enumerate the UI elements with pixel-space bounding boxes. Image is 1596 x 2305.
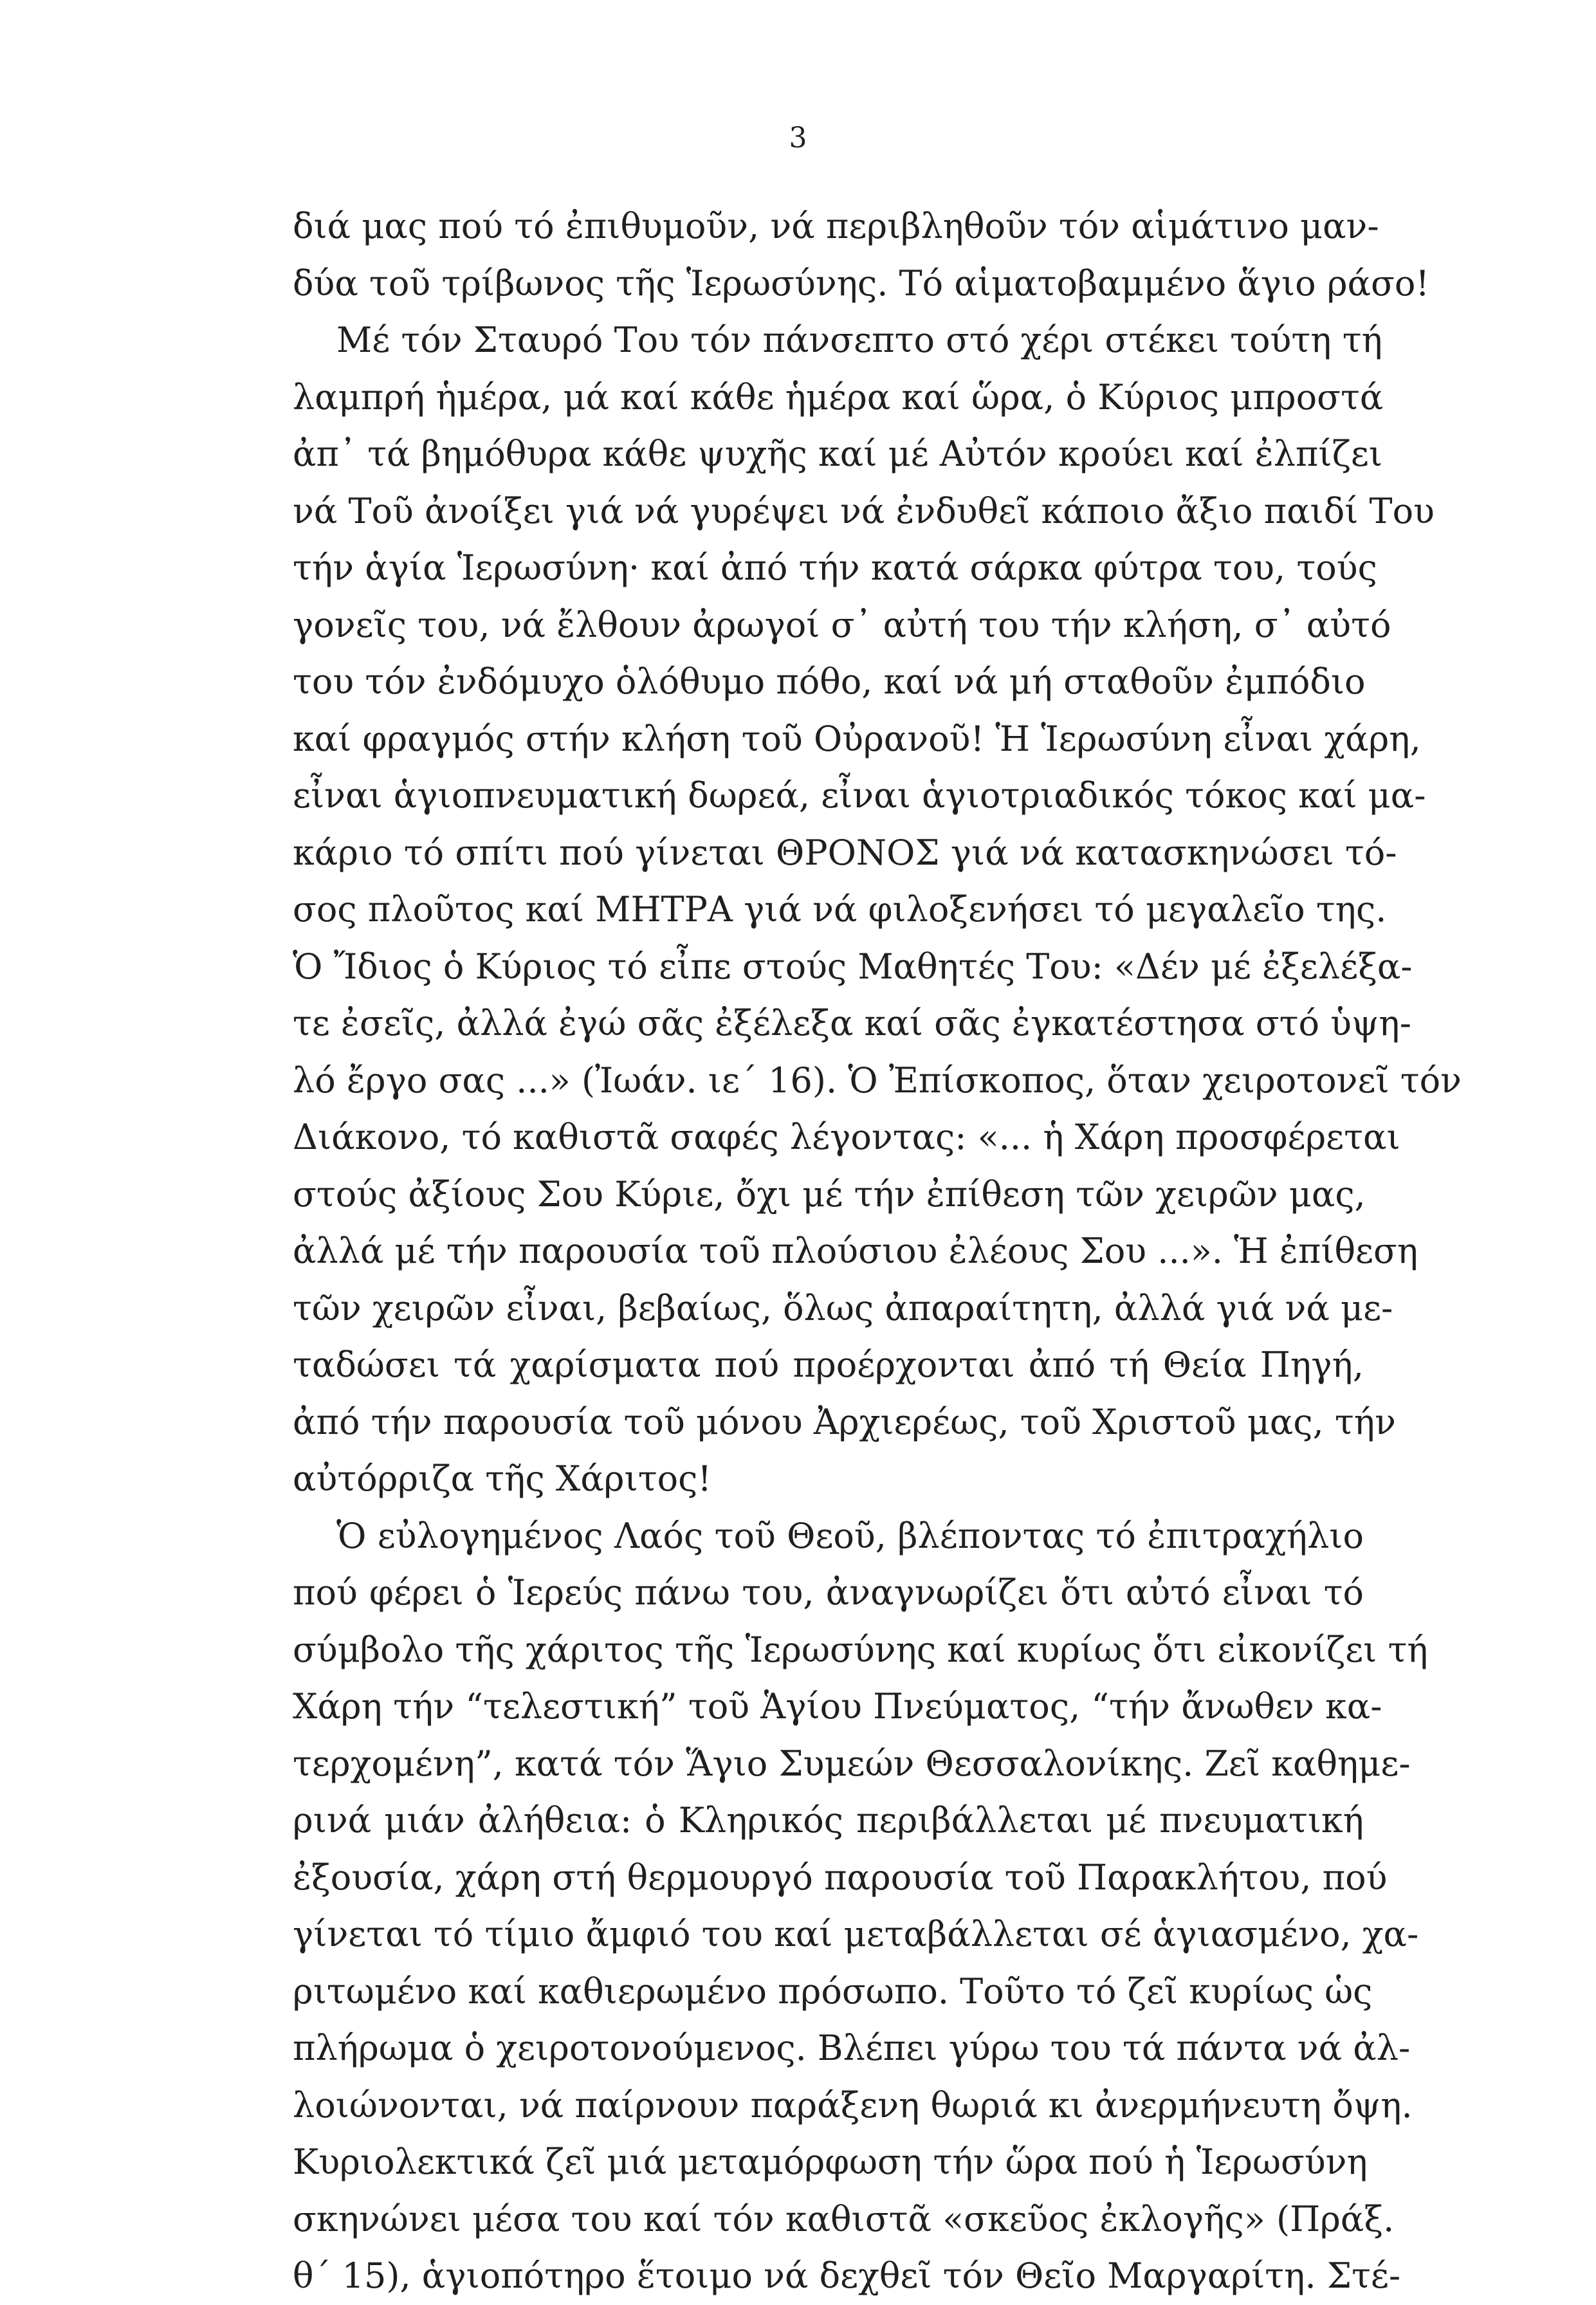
text-line: νά Τοῦ ἀνοίξει γιά νά γυρέψει νά ἐνδυθεῖ κάποιο ἄξιο παιδί Του [293,490,1435,531]
text-line: κάριο τό σπίτι πού γίνεται ΘΡΟΝΟΣ γιά νά κατασκηνώσει τό- [293,832,1397,873]
text-line: στούς ἀξίους Σου Κύριε, ὄχι μέ τήν ἐπίθεση τῶν χειρῶν μας, [293,1173,1366,1215]
text-line: Ὁ Ἴδιος ὁ Κύριος τό εἶπε στούς Μαθητές Του: «Δέν μέ ἐξελέξα- [293,946,1413,987]
text-line: πού φέρει ὁ Ἱερεύς πάνω του, ἀναγνωρίζει ὅτι αὐτό εἶναι τό [293,1572,1364,1613]
text-line: λό ἔργο σας ...» (Ἰωάν. ιε΄ 16). Ὁ Ἐπίσκοπος, ὅταν χειροτονεῖ τόν [293,1060,1462,1101]
text-line: του τόν ἐνδόμυχο ὁλόθυμο πόθο, καί νά μή σταθοῦν ἐμπόδιο [293,661,1366,702]
text-line: τήν ἁγία Ἱερωσύνη· καί ἀπό τήν κατά σάρκα φύτρα του, τούς [293,547,1377,588]
text-line: ἀπ᾽ τά βημόθυρα κάθε ψυχῆς καί μέ Αὐτόν κρούει καί ἐλπίζει [293,434,1383,474]
text-line: σος πλοῦτος καί ΜΗΤΡΑ γιά νά φιλοξενήσει τό μεγαλεῖο της. [293,889,1387,930]
text-line: ταδώσει τά χαρίσματα πού προέρχονται ἀπό τή Θεία Πηγή, [293,1345,1364,1385]
text-line: σκηνώνει μέσα του καί τόν καθιστᾶ «σκεῦος ἐκλογῆς» (Πράξ. [293,2198,1395,2239]
text-line: σύμβολο τῆς χάριτος τῆς Ἱερωσύνης καί κυρίως ὅτι εἰκονίζει τή [293,1629,1428,1670]
text-line: γονεῖς του, νά ἔλθουν ἀρωγοί σ᾽ αὐτή του τήν κλήση, σ᾽ αὐτό [293,604,1391,645]
text-line: λοιώνονται, νά παίρνουν παράξενη θωριά κι ἀνερμήνευτη ὄψη. [293,2084,1413,2126]
text-line: αὐτόρριζα τῆς Χάριτος! [293,1458,712,1499]
text-line: εἶναι ἁγιοπνευματική δωρεά, εἶναι ἁγιοτριαδικός τόκος καί μα- [293,775,1426,816]
text-line: ἐξουσία, χάρη στή θερμουργό παρουσία τοῦ Παρακλήτου, πού [293,1857,1388,1898]
text-line: Κυριολεκτικά ζεῖ μιά μεταμόρφωση τήν ὥρα πού ἡ Ἱερωσύνη [293,2142,1368,2182]
text-line: ριτωμένο καί καθιερωμένο πρόσωπο. Τοῦτο τό ζεῖ κυρίως ὡς [293,1970,1373,2012]
text-line: ἀπό τήν παρουσία τοῦ μόνου Ἀρχιερέως, τοῦ Χριστοῦ μας, τήν [293,1401,1396,1442]
text-line: τερχομένη”, κατά τόν Ἅγιο Συμεών Θεσσαλονίκης. Ζεῖ καθημε- [293,1743,1411,1784]
text-line: Διάκονο, τό καθιστᾶ σαφές λέγοντας: «... ἡ Χάρη προσφέρεται [293,1117,1400,1157]
text-line: τε ἐσεῖς, ἀλλά ἐγώ σᾶς ἐξέλεξα καί σᾶς ἐγκατέστησα στό ὑψη- [293,1003,1411,1043]
text-line: γίνεται τό τίμιο ἄμφιό του καί μεταβάλλεται σέ ἁγιασμένο, χα- [293,1914,1419,1954]
text-line: Μέ τόν Σταυρό Του τόν πάνσεπτο στό χέρι στέκει τούτη τή [336,320,1382,360]
text-line: θ΄ 15), ἁγιοπότηρο ἕτοιμο νά δεχθεῖ τόν Θεῖο Μαργαρίτη. Στέ- [293,2255,1401,2296]
text-line: ρινά μιάν ἀλήθεια: ὁ Κληρικός περιβάλλεται μέ πνευματική [293,1800,1364,1841]
text-line: λαμπρή ἡμέρα, μά καί κάθε ἡμέρα καί ὥρα, ὁ Κύριος μπροστά [293,376,1384,418]
text-line: δύα τοῦ τρίβωνος τῆς Ἱερωσύνης. Τό αἱματοβαμμένο ἅγιο ράσο! [293,262,1430,304]
page-number: 3 [789,122,807,154]
text-line: Χάρη τήν “τελεστική” τοῦ Ἁγίου Πνεύματος, “τήν ἄνωθεν κα- [293,1686,1382,1727]
text-line: ἀλλά μέ τήν παρουσία τοῦ πλούσιου ἐλέους Σου ...». Ἡ ἐπίθεση [293,1231,1418,1271]
text-line: Ὁ εὐλογημένος Λαός τοῦ Θεοῦ, βλέποντας τό ἐπιτραχήλιο [336,1515,1364,1556]
text-line: πλήρωμα ὁ χειροτονούμενος. Βλέπει γύρω του τά πάντα νά ἀλ- [293,2028,1411,2068]
text-line: καί φραγμός στήν κλήση τοῦ Οὐρανοῦ! Ἡ Ἱερωσύνη εἶναι χάρη, [293,718,1421,759]
text-line: διά μας πού τό ἐπιθυμοῦν, νά περιβληθοῦν τόν αἱμάτινο μαν- [293,206,1379,246]
text-line: τῶν χειρῶν εἶναι, βεβαίως, ὅλως ἀπαραίτητη, ἀλλά γιά νά με- [293,1287,1393,1328]
body-text [293,198,1462,2305]
